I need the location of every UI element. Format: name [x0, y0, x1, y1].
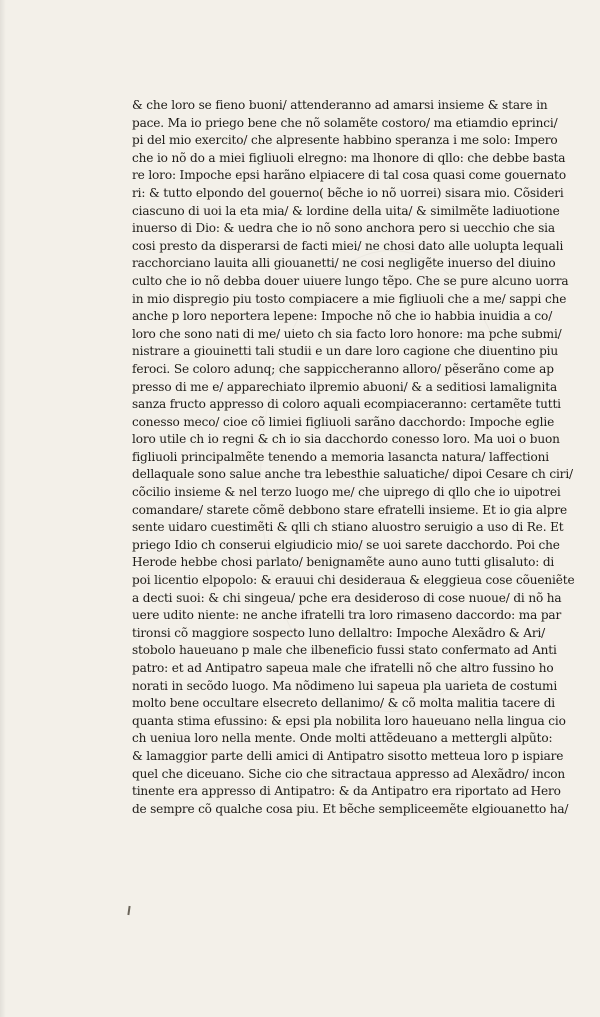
text-line: tinente era appresso di Antipatro: & da Antipatro era riportato ad Hero: [132, 784, 561, 799]
text-line: inuerso di Dio: & uedra che io nõ sono anchora pero si uecchio che sia: [132, 221, 555, 236]
text-line: & lamaggior parte delli amici di Antipatro sisotto metteua loro p ispiare: [132, 748, 564, 763]
text-line: a decti suoi: & chi singeua/ pche era desideroso di cose nuoue/ di nõ ha: [132, 590, 562, 605]
text-line: pace. Ma io priego bene che nõ solamẽte costoro/ ma etiamdio eprinci/: [132, 115, 558, 130]
text-line: tironsi cõ maggiore sospecto luno dellaltro: Impoche Alexãdro & Ari/: [132, 625, 546, 640]
text-line: figliuoli principalmẽte tenendo a memoria lasancta natura/ laffectioni: [132, 449, 550, 464]
text-line: comandare/ starete cõmẽ debbono stare efratelli insieme. Et io gia alpre: [132, 502, 568, 517]
text-line: presso di me e/ apparechiato ilpremio abuoni/ & a seditiosi lamalignita: [132, 379, 558, 394]
text-line: anche p loro neportera lepene: Impoche nõ che io habbia inuidia a co/: [132, 309, 553, 324]
text-line: culto che io nõ debba douer uiuere lungo tẽpo. Che se pure alcuno uorra: [132, 273, 569, 288]
text-line: norati in secõdo luogo. Ma nõdimeno lui sapeua pla uarieta de costumi: [132, 678, 558, 693]
text-line: quanta stima efussino: & epsi pla nobilita loro haueuano nella lingua cio: [132, 713, 566, 728]
margin-mark: [127, 906, 130, 915]
text-line: conesso meco/ cioe cõ limiei figliuoli sarãno dacchordo: Impoche eglie: [132, 414, 555, 429]
text-line: loro utile ch io regni & ch io sia dacchordo conesso loro. Ma uoi o buon: [132, 432, 560, 447]
text-line: Herode hebbe chosi parlato/ benignamẽte auno auno tutti glisaluto: di: [132, 555, 555, 570]
text-line: nistrare a giouinetti tali studii e un dare loro cagione che diuentino piu: [132, 344, 559, 359]
text-line: & che loro se fieno buoni/ attenderanno ad amarsi insieme & stare in: [132, 98, 548, 112]
text-line: stobolo haueuano p male che ilbeneficio fussi stato confermato ad Anti: [132, 643, 557, 658]
text-line: priego Idio ch conserui elgiudicio mio/ se uoi sarete dacchordo. Poi che: [132, 537, 560, 552]
text-line: ri: & tutto elpondo del gouerno( bẽche io nõ uorrei) sisara mio. Cõsideri: [132, 185, 564, 200]
text-line: in mio dispregio piu tosto compiacere a mie figliuoli che a me/ sappi che: [132, 291, 567, 306]
text-line: pi del mio exercito/ che alpresente habbino speranza i me solo: Impero: [132, 133, 558, 148]
text-line: molto bene occultare elsecreto dellanimo/ & cõ molta malitia tacere di: [132, 696, 556, 711]
text-line: cosi presto da disperarsi de facti miei/ ne chosi dato alle uolupta lequali: [132, 238, 564, 253]
text-line: uere udito niente: ne anche ifratelli tra loro rimaseno daccordo: ma par: [132, 608, 562, 623]
text-line: racchorciano lauita alli giouanetti/ ne cosi negligẽte inuerso del diuino: [132, 256, 556, 271]
text-line: re loro: Impoche epsi harãno elpiacere di tal cosa quasi come gouernato: [132, 168, 566, 183]
text-line: de sempre cõ qualche cosa piu. Et bẽche sempliceemẽte elgiouanetto ha/: [132, 801, 569, 816]
text-line: poi licentio elpopolo: & erauui chi desideraua & eleggieua cose cõueniẽte: [132, 573, 575, 588]
text-block: [132, 97, 584, 818]
text-line: loro che sono nati di me/ uieto ch sia facto loro honore: ma pche submi/: [132, 326, 562, 341]
text-line: feroci. Se coloro adunq; che sappiccheranno alloro/ pẽserãno come ap: [132, 361, 554, 376]
text-line: che io nõ do a miei figliuoli elregno: ma lhonore di qllo: che debbe basta: [132, 150, 566, 165]
text-line: dellaquale sono salue anche tra lebesthie saluatiche/ dipoi Cesare ch ciri/: [132, 467, 573, 482]
text-line: cõcilio insieme & nel terzo luogo me/ che uiprego di qllo che io uipotrei: [132, 485, 561, 500]
text-line: quel che diceuano. Siche cio che sitractaua appresso ad Alexãdro/ incon: [132, 766, 566, 781]
text-line: sanza fructo appresso di coloro aquali ecompiaceranno: certamẽte tutti: [132, 397, 561, 412]
text-line: ciascuno di uoi la eta mia/ & lordine della uita/ & similmẽte ladiuotione: [132, 203, 560, 218]
gutter-shadow: [0, 0, 6, 1017]
text-line: patro: et ad Antipatro sapeua male che ifratelli nõ che altro fussino ho: [132, 661, 554, 675]
text-line: ch ueniua loro nella mente. Onde molti attẽdeuano a mettergli alpũto:: [132, 731, 553, 746]
text-line: sente uidaro cuestimẽti & qlli ch stiano aluostro seruigio a uso di Re. Et: [132, 520, 564, 535]
